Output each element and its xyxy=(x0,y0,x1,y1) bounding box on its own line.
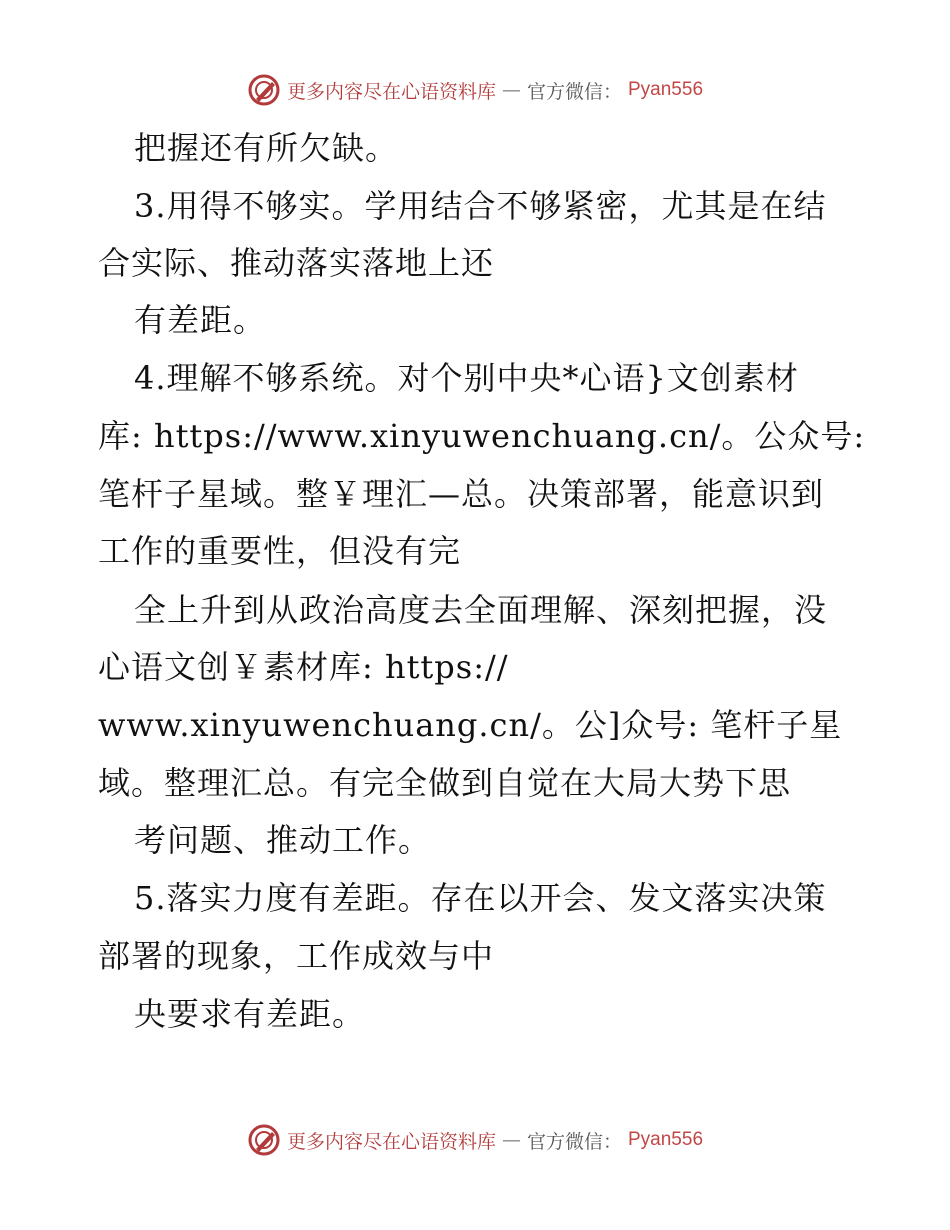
text-line: 域。整理汇总。有完全做到自觉在大局大势下思 xyxy=(98,764,792,802)
watermark-wechat-id: Pyan556 xyxy=(628,79,704,100)
watermark-wechat-label: 官方微信： xyxy=(526,1130,622,1153)
text-line: 3.用得不够实。学用结合不够紧密，尤其是在结 xyxy=(134,187,827,225)
text-line: 央要求有差距。 xyxy=(134,995,366,1033)
watermark-wechat-label: 官方微信： xyxy=(526,80,622,103)
watermark-wechat-id: Pyan556 xyxy=(628,1129,704,1150)
text-line: 4.理解不够系统。对个别中央*心语}文创素材 xyxy=(134,359,799,397)
text-line: 工作的重要性，但没有完 xyxy=(98,532,462,570)
pen-seal-icon xyxy=(247,1123,281,1157)
watermark-separator: — xyxy=(501,79,521,101)
watermark-text: 更多内容尽在心语资料库 xyxy=(286,1130,496,1153)
footer-watermark xyxy=(0,1122,950,1158)
text-line: 心语文创￥素材库: https:// xyxy=(98,648,509,686)
text-line: 笔杆子星域。整￥理汇—总。决策部署，能意识到 xyxy=(98,475,825,513)
text-line: 把握还有所欠缺。 xyxy=(134,129,399,167)
watermark-text: 更多内容尽在心语资料库 xyxy=(286,80,496,103)
text-line: 考问题、推动工作。 xyxy=(134,821,432,859)
text-line: 全上升到从政治高度去全面理解、深刻把握，没 xyxy=(134,591,828,629)
text-line: 合实际、推动落实落地上还 xyxy=(98,244,495,282)
watermark-separator: — xyxy=(501,1129,521,1151)
text-line: 库: https://www.xinyuwenchuang.cn/。公众号: xyxy=(98,417,866,455)
text-line: 5.落实力度有差距。存在以开会、发文落实决策 xyxy=(134,879,827,917)
text-line: 有差距。 xyxy=(134,301,267,339)
text-line: www.xinyuwenchuang.cn/。公]众号: 笔杆子星 xyxy=(98,706,843,744)
text-line: 部署的现象，工作成效与中 xyxy=(98,937,495,975)
